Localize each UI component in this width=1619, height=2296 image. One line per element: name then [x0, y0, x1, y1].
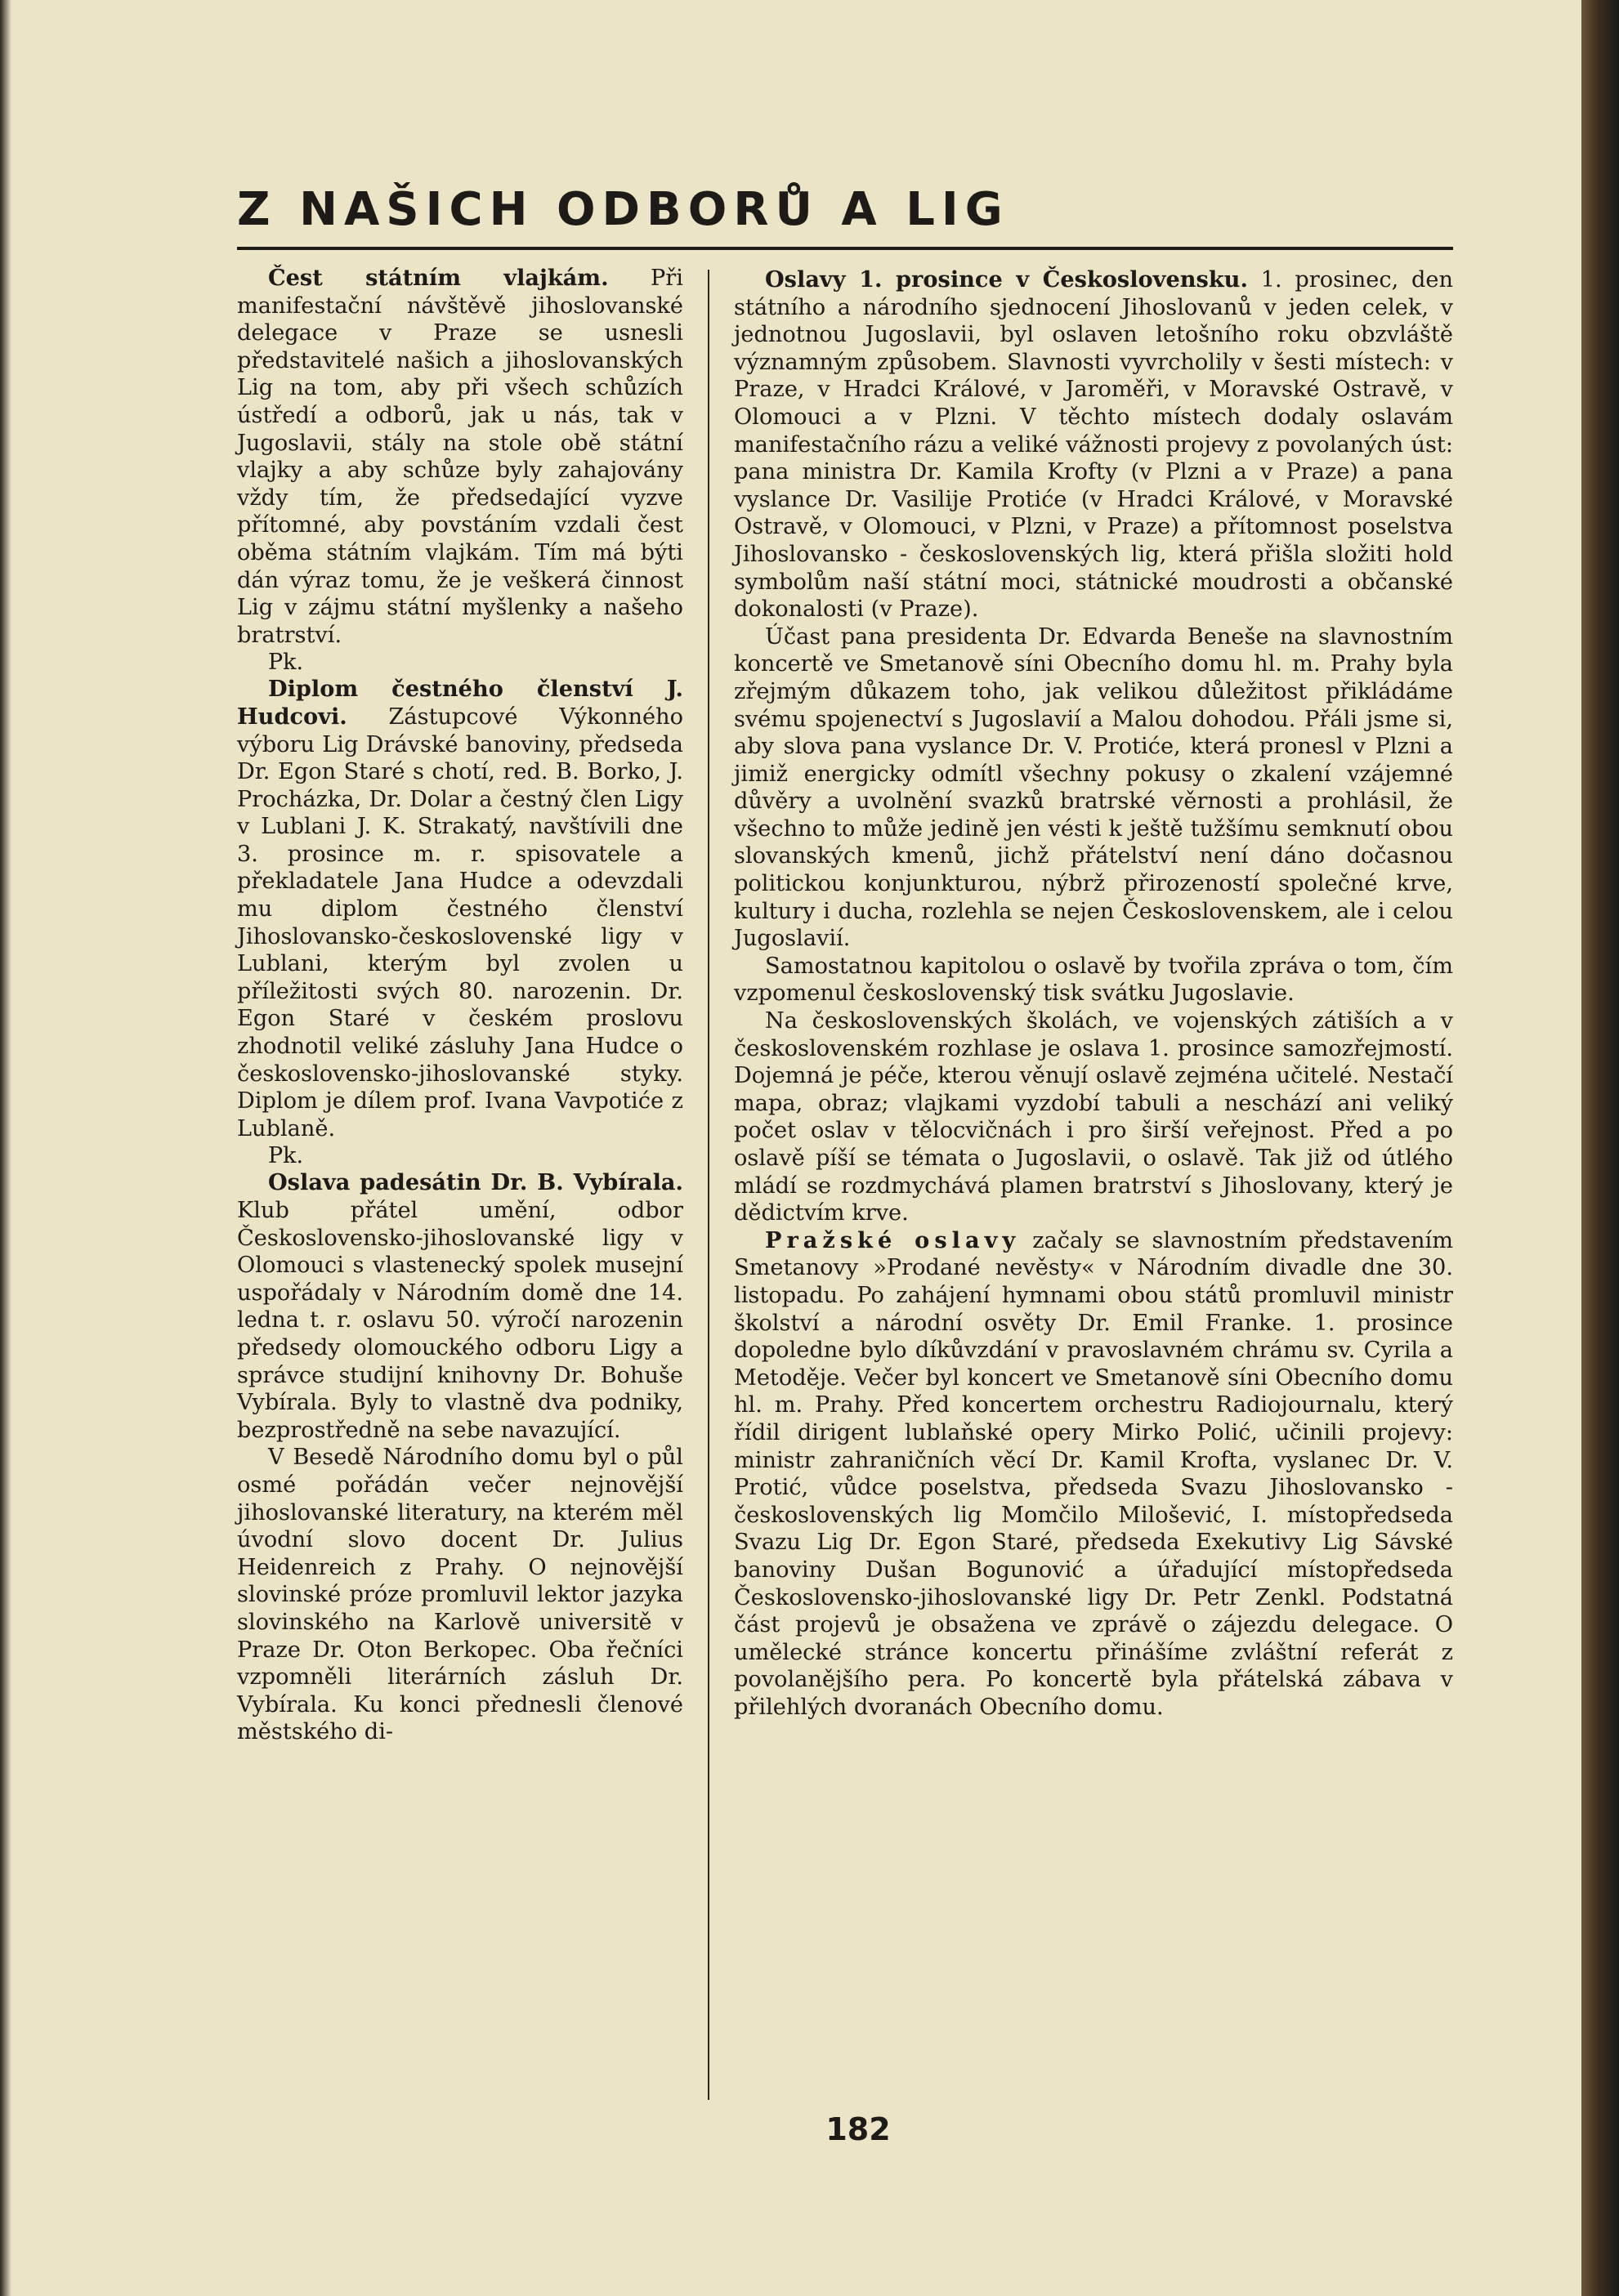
paragraph: Samostatnou kapitolou o oslavě by tvořila zpráva o tom, čím vzpomenul československý tisk svátku Jugoslavie.: [734, 953, 1453, 1007]
article-body: Zástupcové Výkonného výboru Lig Drávské banoviny, předseda Dr. Egon Staré s chotí, red. B. Borko, J. Procházka, Dr. Dolar a čestný člen Ligy v Lublani J. K. Strakatý, navštívili dne 3. prosince m. r. spisovatele a překladatele Jana Hudce a odevzdali mu diplom čestného členství Jihoslovansko-československé ligy v Lublani, kterým byl zvolen u příležitosti svých 80. narozenin. Dr. Egon Staré v českém proslovu zhodnotil veliké zásluhy Jana Hudce o československo-jihoslovanské styky. Diplom je dílem prof. Ivana Vavpotiće z Lublaně.: [237, 704, 683, 1141]
paragraph-prague-celebrations: [734, 1227, 1453, 1722]
article-diploma: [237, 676, 683, 1142]
article-title: Čest státním vlajkám.: [268, 265, 609, 291]
article-december-celebrations: [734, 266, 1453, 623]
paragraph: Účast pana presidenta Dr. Edvarda Beneše na slavnostním koncertě ve Smetanově síni Obecního domu hl. m. Prahy byla zřejmým důkazem toho, jak velikou důležitost přikládáme svému spojenectví s Jugoslavií a Malou dohodou. Přáli jsme si, aby slova pana vyslance Dr. V. Protiće, která pronesl v Plzni a jimiž energicky odmítl všechny pokusy o zkalení vzájemné důvěry a uvolnění svazků bratrské věrnosti a prohlásil, že všechno to může jedině jen vésti k ještě tužšímu semknutí obou slovanských kmenů, jichž přátelství není dáno dočasnou politickou konjunkturou, nýbrž přirozeností společné krve, kultury i ducha, rozlehla se nejen Československem, ale i celou Jugoslavií.: [734, 623, 1453, 952]
page-number: 182: [825, 2111, 891, 2147]
book-spine: [1581, 0, 1619, 2296]
article-body: Klub přátel umění, odbor Československo-jihoslovanské ligy v Olomouci s vlastenecký spolek musejní uspořádaly v Národním domě dne 14. ledna t. r. oslavu 50. výročí narozenin předsedy olomouckého odboru Ligy a správce studijní knihovny Dr. Bohuše Vybírala. Byly to vlastně dva podniky, bezprostředně na sebe navazující.: [237, 1198, 683, 1443]
paragraph: V Besedě Národního domu byl o půl osmé pořádán večer nejnovější jihoslovanské literatury, na kterém měl úvodní slovo docent Dr. Julius Heidenreich z Prahy. O nejnovější slovinské próze promluvil lektor jazyka slovinského na Karlově universitě v Praze Dr. Oton Berkopec. Oba řečníci vzpomněli literárních zásluh Dr. Vybírala. Ku konci přednesli členové městského di-: [237, 1445, 683, 1745]
page-left-shadow: [0, 0, 11, 2296]
spaced-lead-in: Pražské oslavy: [765, 1226, 1021, 1253]
heading-rule: [237, 247, 1453, 250]
section-heading: Z NAŠICH ODBORŮ A LIG: [237, 183, 1009, 236]
paragraph: Na československých školách, ve vojenských zátiších a v československém rozhlase je oslava 1. prosince samozřejmostí. Dojemná je péče, kterou věnují oslavě zejména učitelé. Nestačí mapa, obraz; vlajkami vyzdobí tabuli a neschází ani veliký počet oslav v tělocvičnách i pro širší veřejnost. Před a po oslavě píší se témata o Jugoslavii, o oslavě. Tak již od útlého mládí se rozdmychává plamen bratrství s Jihoslovany, který je dědictvím krve.: [734, 1008, 1453, 1226]
left-column: [237, 265, 683, 1746]
article-title: Oslava padesátin Dr. B. Vybírala.: [268, 1169, 683, 1196]
signature: Pk.: [268, 650, 304, 676]
article-flag-honor: [237, 265, 683, 649]
article-title: Diplom čestného členství J. Hudcovi.: [237, 676, 683, 730]
article-body: začaly se slavnostním představením Smetanovy »Prodané nevěsty« v Národním divadle dne 30. listopadu. Po zahájení hymnami obou států promluvil ministr školství a národní osvěty Dr. Emil Franke. 1. prosince dopoledne bylo díkůvzdání v pravoslavném chrámu sv. Cyrila a Metoděje. Večer byl koncert ve Smetanově síni Obecního domu hl. m. Prahy. Před koncertem orchestru Radiojournalu, který řídil dirigent lublaňské opery Mirko Polić, učinili projevy: ministr zahraničních věcí Dr. Kamil Krofta, vyslanec Dr. V. Protić, vůdce poselstva, předseda Svazu Jihoslovansko - československých lig Momčilo Milošević, I. místopředseda Svazu Lig Dr. Egon Staré, předseda Exekutivy Lig Sávské banoviny Dušan Bogunović a úřadující místopředseda Československo-jihoslovanské ligy Dr. Petr Zenkl. Podstatná část projevů je obsažena ve zprávě o zájezdu delegace. O umělecké stránce koncertu přinášíme zvláštní referát z povolanějšího pera. Po koncertě byla přátelská zábava v přilehlých dvoranách Obecního domu.: [734, 1227, 1453, 1720]
article-body: 1. prosinec, den státního a národního sjednocení Jihoslovanů v jeden celek, v jednotnou Jugoslavii, byl oslaven letošního roku obzvláště významným způsobem. Slavnosti vyvrcholily v šesti místech: v Praze, v Hradci Králové, v Jaroměři, v Moravské Ostravě, v Olomouci a v Plzni. V těchto místech dodaly oslavám manifestačního rázu a veliké vážnosti projevy z povolaných úst: pana ministra Dr. Kamila Krofty (v Plzni a v Praze) a pana vyslance Dr. Vasilije Protiće (v Hradci Králové, v Moravské Ostravě, v Olomouci, v Plzni, v Praze) a přítomnost poselstva Jihoslovansko - československých lig, která přišla složiti hold symbolům naší státní moci, státnické moudrosti a občanské dokonalosti (v Praze).: [734, 267, 1453, 623]
article-title: Oslavy 1. prosince v Československu.: [765, 266, 1248, 293]
signature: Pk.: [268, 1143, 304, 1169]
article-vybiral: [237, 1169, 683, 1444]
right-column: [734, 266, 1453, 1721]
column-divider: [708, 270, 709, 2100]
article-body: Při manifestační návštěvě jihoslovanské delegace v Praze se usnesli představitelé našich a jihoslovanských Lig na tom, aby při všech schůzích ústředí a odborů, jak u nás, tak v Jugoslavii, stály na stole obě státní vlajky a aby schůze byly zahajovány vždy tím, že předsedající vyzve přítomné, aby povstáním vzdali čest oběma státním vlajkám. Tím má býti dán výraz tomu, že je veškerá činnost Lig v zájmu státní myšlenky a našeho bratrství.: [237, 266, 683, 648]
